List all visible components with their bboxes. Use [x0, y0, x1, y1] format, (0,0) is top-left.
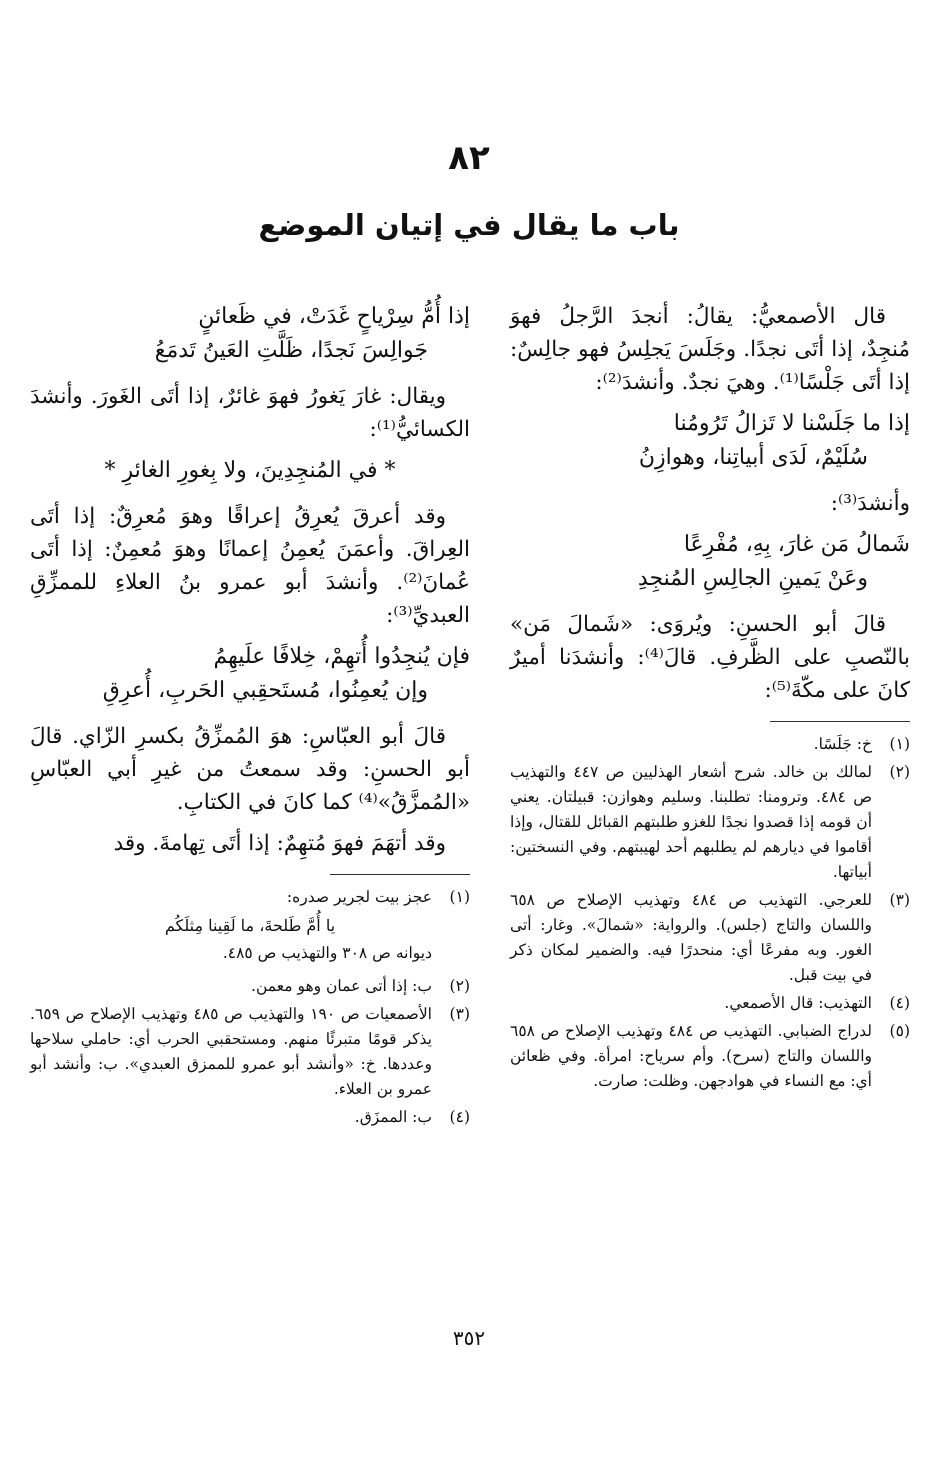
footnote-text: للعرجي. التهذيب ص ٤٨٤ وتهذيب الإصلاح ص ٦٥٨ واللسان والتاج (جلس). والرواية: «شمالَ». وغار: أتى الغور. وبه مفرعًا أي: منحدرًا فيه. والضمير لمكان ذكر في بيت قبل. [510, 891, 872, 984]
chapter-number: ٨٢ [448, 138, 490, 178]
footnote-divider-left [330, 874, 470, 875]
left-column [30, 300, 470, 1133]
right-footnote-4 [510, 991, 910, 1016]
footnote-text: ب: إذا أتى عمان وهو معمن. [251, 977, 432, 995]
left-paragraph-1-text: ويقال: غارَ يَغورُ فهوَ غائرٌ، إذا أتَى الغَورَ. وأنشدَ الكسائيُّ⁽¹⁾: [30, 384, 470, 442]
left-paragraph-4 [30, 827, 470, 860]
left-footnote-3 [30, 1002, 470, 1102]
left-verse-2: * في المُنجِدِينَ، ولا بِغورِ الغائرِ * [104, 458, 396, 483]
left-verse-3-second-hemistich: وإن يُعمِنُوا، مُستَحقِبي الحَربِ، أُعرِقِ [102, 678, 428, 703]
right-paragraph-1-text: قال الأصمعيُّ: يقالُ: أنجدَ الرَّجلُ فهوَ مُنجِدٌ، إذا أتَى نجدًا. وجَلَسَ يَجلِسُ فهو جالِسٌ: إذا أتَى جَلْسًا⁽¹⁾. وهيَ نجدٌ. وأنشدَ⁽²⁾: [510, 304, 910, 395]
page-number: ٣٥٢ [452, 1326, 486, 1350]
footnote-number: (٤) [449, 1108, 470, 1126]
right-verse-1-first-hemistich: إذا ما جَلَسْنا لا تَزالُ تَرُومُنا [673, 411, 910, 436]
left-footnote-4 [30, 1105, 470, 1130]
left-verse-1-first-hemistich: إذا أُمُّ سِرْياحٍ غَدَتْ، في ظَعائنٍ [198, 304, 470, 329]
right-verse-2 [510, 528, 910, 596]
left-paragraph-2 [30, 500, 470, 632]
footnote-text: لمالك بن خالد. شرح أشعار الهذليين ص ٤٤٧ والتهذيب ص ٤٨٤. وترومنا: تطلبنا. وسليم وهوازن: قبيلتان. يعني أن قومه إذا قصدوا نجدًا للغزو طلبتهم القبائل للقتال، وإذا أقاموا في ديارهم لم يطلبهم أحد لهيبتهم. وفي النسختين: أبياتها. [510, 763, 872, 881]
footnote-number: (٣) [449, 1005, 470, 1023]
footnote-number: (٣) [889, 891, 910, 909]
footnote-number: (٢) [889, 763, 910, 781]
right-paragraph-3-text: قالَ أبو الحسنِ: ويُروَى: «شَمالَ مَن» بالنّصبِ على الظَّرفِ. قالَ⁽⁴⁾: وأنشدَنا أميرٌ كانَ على مكّةَ⁽⁵⁾: [510, 612, 911, 703]
left-paragraph-1 [30, 380, 470, 446]
right-footnote-1 [510, 732, 910, 757]
footnote-text: لدراج الضبابي. التهذيب ص ٤٨٤ وتهذيب الإصلاح ص ٦٥٨ واللسان والتاج (سرح). وأم سرياح: امرأة. وفي ظعائن أي: مع النساء في هوادجهن. وظلت: صارت. [510, 1022, 872, 1090]
right-footnote-2 [510, 760, 910, 885]
right-paragraph-2: وأنشدَ⁽³⁾: [830, 491, 910, 516]
left-paragraph-4-text: وقد أتهَمَ فهوَ مُتهِمٌ: إذا أتَى تِهامةَ. وقد [113, 831, 446, 856]
footnote-number: (١) [889, 735, 910, 753]
footnote-text: ب: الممزَق. [354, 1108, 432, 1126]
left-paragraph-3-text: قالَ أبو العبّاسِ: هوَ المُمزِّقُ بكسرِ الزّاي. قالَ أبو الحسنِ: وقد سمعتُ من غيرِ أبي العبّاسِ «المُمزَّقُ»⁽⁴⁾ كما كانَ في الكتابِ. [30, 724, 470, 815]
left-footnote-1-source: ديوانه ص ٣٠٨ والتهذيب ص ٤٨٥. [222, 944, 432, 962]
chapter-title: باب ما يقال في إتيان الموضع [258, 208, 680, 242]
left-paragraph-2-text: وقد أعرقَ يُعرِقُ إعراقًا وهوَ مُعرِقٌ: إذا أتَى العِراقَ. وأعمَنَ يُعمِنُ إعمانًا وهوَ مُعمِنٌ: إذا أتَى عُمانَ⁽²⁾. وأنشدَ أبو عمرو بنُ العلاءِ للممزِّقِ العبديِّ⁽³⁾: [30, 504, 470, 628]
left-verse-1-second-hemistich: جَوالِسَ نَجدًا، ظَلَّتِ العَينُ تَدمَعُ [154, 338, 428, 363]
left-verse-1 [30, 300, 470, 368]
footnote-text: خ: جَلَسًا. [813, 735, 872, 753]
footnote-number: (٥) [889, 1022, 910, 1040]
right-paragraph-3 [510, 608, 910, 707]
left-footnote-1 [30, 885, 470, 910]
footnote-number: (١) [449, 888, 470, 906]
right-footnote-5 [510, 1019, 910, 1094]
right-verse-1 [510, 407, 910, 475]
footnote-text: الأصمعيات ص ١٩٠ والتهذيب ص ٤٨٥ وتهذيب الإصلاح ص ٦٥٩. يذكر قومًا متبرئًا منهم. ومستحقبي الحرب أي: حاملي سلاحها وعددها. خ: «وأنشد أبو عمرو للممزق العبدي». ب: وأنشد أبو عمرو بن العلاء. [30, 1005, 432, 1098]
footnote-divider-right [770, 721, 910, 722]
footnote-text: عجز بيت لجرير صدره: [286, 888, 432, 906]
left-footnote-1-verse: يا أُمَّ طَلحةَ، ما لَقِينا مِثلَكُم [164, 916, 336, 935]
right-paragraph-1 [510, 300, 910, 399]
right-footnote-3 [510, 888, 910, 988]
right-verse-2-second-hemistich: وعَنْ يَمينِ الجالِسِ المُنجِدِ [637, 566, 868, 591]
right-verse-2-first-hemistich: شَمالُ مَن غارَ، بِهِ، مُفْرِعًا [683, 532, 910, 557]
footnote-text: التهذيب: قال الأصمعي. [724, 994, 872, 1012]
right-column [510, 300, 910, 1097]
left-paragraph-3 [30, 720, 470, 819]
footnote-number: (٤) [889, 994, 910, 1012]
left-verse-3 [30, 640, 470, 708]
left-footnote-2 [30, 974, 470, 999]
footnote-number: (٢) [449, 977, 470, 995]
right-verse-1-second-hemistich: سُلَيْمٌ، لَدَى أبياتِنا، وهوازِنُ [638, 445, 868, 470]
left-verse-3-first-hemistich: فإن يُنجِدُوا أُتهِمْ، خِلافًا علَيهِمُ [213, 644, 470, 669]
